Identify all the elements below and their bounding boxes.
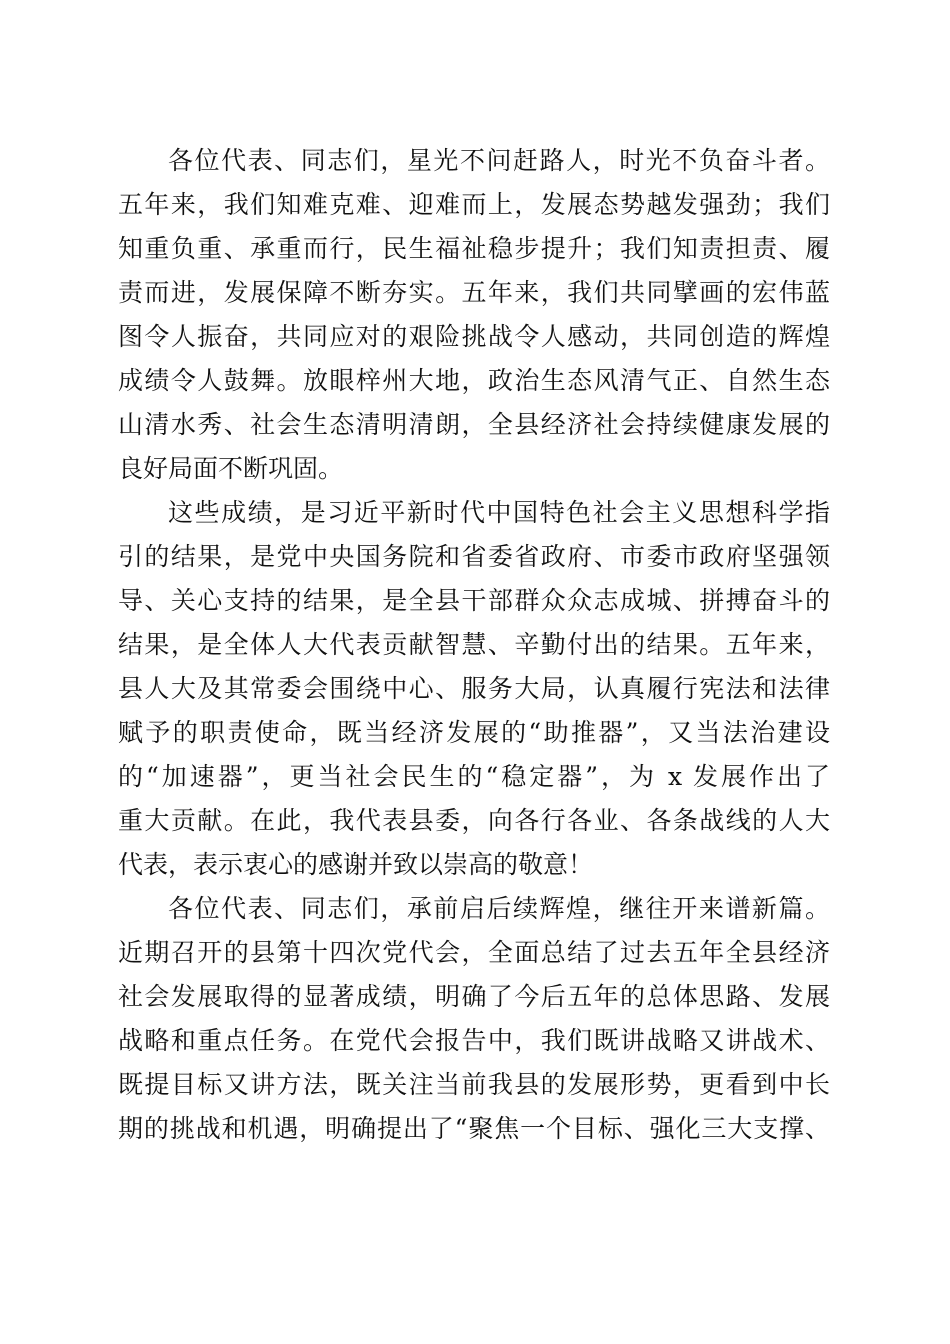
text-line: 各位代表、同志们，星光不问赶路人，时光不负奋斗者。 (168, 146, 830, 175)
text-line: 代表，表示衷心的感谢并致以崇高的敬意！ (118, 850, 594, 879)
text-line: 近期召开的县第十四次党代会，全面总结了过去五年全县经济 (118, 938, 830, 967)
text-line: 良好局面不断巩固。 (118, 454, 344, 483)
text-line: 知重负重、承重而行，民生福祉稳步提升；我们知责担责、履 (118, 234, 830, 263)
text-line: 责而进，发展保障不断夯实。五年来，我们共同擘画的宏伟蓝 (118, 278, 830, 307)
text-line: 五年来，我们知难克难、迎难而上，发展态势越发强劲；我们 (118, 190, 830, 219)
text-line: 县人大及其常委会围绕中心、服务大局，认真履行宪法和法律 (118, 674, 830, 703)
text-line: 导、关心支持的结果，是全县干部群众众志成城、拼搏奋斗的 (118, 586, 830, 615)
text-line: 结果，是全体人大代表贡献智慧、辛勤付出的结果。五年来， (118, 630, 830, 659)
text-line: 重大贡献。在此，我代表县委，向各行各业、各条战线的人大 (118, 806, 830, 835)
text-line: 这些成绩，是习近平新时代中国特色社会主义思想科学指 (168, 498, 830, 527)
text-line: 各位代表、同志们，承前启后续辉煌，继往开来谱新篇。 (168, 894, 830, 923)
text-line: 引的结果，是党中央国务院和省委省政府、市委市政府坚强领 (118, 542, 830, 571)
text-line: 期的挑战和机遇，明确提出了“聚焦一个目标、强化三大支撑、 (118, 1114, 830, 1143)
paragraph-3 (118, 887, 830, 1151)
paragraph-1 (118, 139, 830, 491)
text-line: 成绩令人鼓舞。放眼梓州大地，政治生态风清气正、自然生态 (118, 366, 830, 395)
text-line: 赋予的职责使命，既当经济发展的“助推器”，又当法治建设 (118, 718, 830, 747)
text-line: 既提目标又讲方法，既关注当前我县的发展形势，更看到中长 (118, 1070, 830, 1099)
text-line: 社会发展取得的显著成绩，明确了今后五年的总体思路、发展 (118, 982, 830, 1011)
text-line: 图令人振奋，共同应对的艰险挑战令人感动，共同创造的辉煌 (118, 322, 830, 351)
text-line: 战略和重点任务。在党代会报告中，我们既讲战略又讲战术、 (118, 1026, 830, 1055)
paragraph-2 (118, 491, 830, 887)
document-body (118, 139, 830, 1151)
text-line: 的“加速器”，更当社会民生的“稳定器”，为 x 发展作出了 (118, 762, 830, 791)
text-line: 山清水秀、社会生态清明清朗，全县经济社会持续健康发展的 (118, 410, 830, 439)
